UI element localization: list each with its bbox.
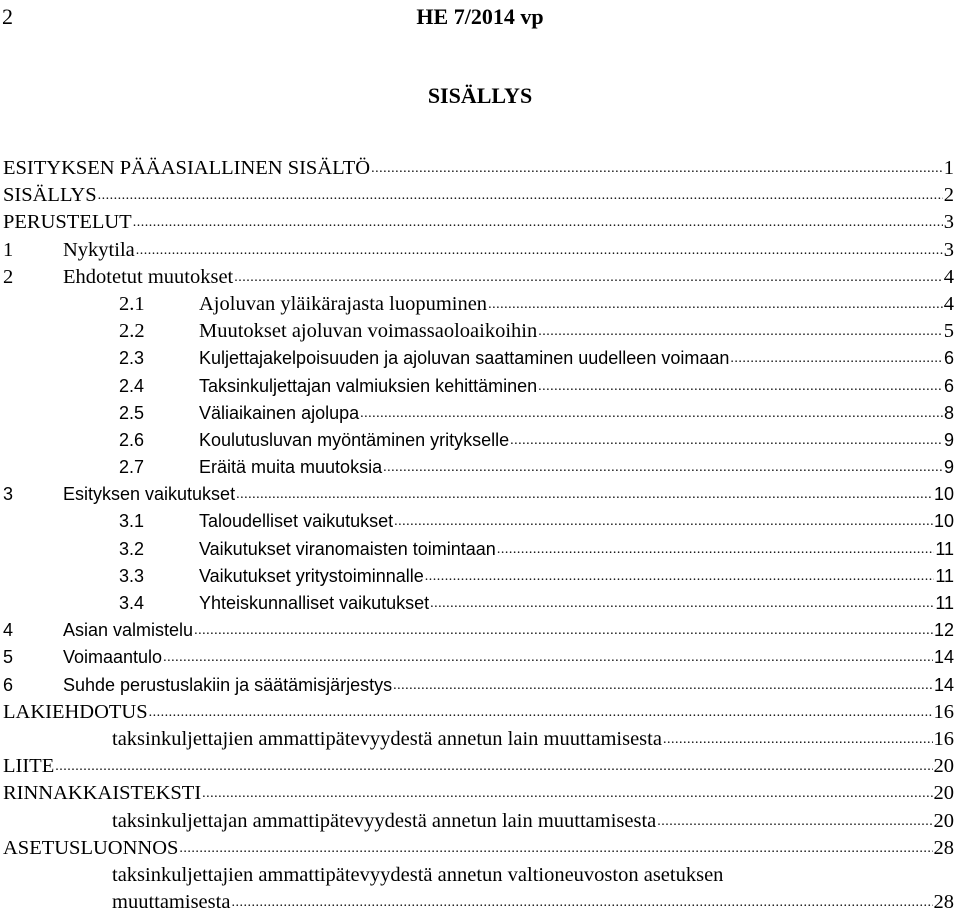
toc-entry-page: 3	[943, 238, 954, 261]
toc-entry-number: 6	[3, 674, 14, 695]
toc-entry-page: 10	[933, 511, 954, 532]
toc-entry-title: Voimaantulo	[63, 647, 163, 668]
toc-entry-title: Ehdotetut muutokset	[63, 265, 234, 288]
toc-entry[interactable]	[3, 617, 954, 644]
toc-entry-number: 5	[3, 647, 14, 668]
toc-entry-page: 16	[933, 700, 954, 723]
toc-entry[interactable]	[3, 835, 954, 862]
toc-entry-title: Muutokset ajoluvan voimassaoloaikoihin	[199, 320, 538, 343]
toc-entry[interactable]	[3, 889, 954, 916]
toc-entry-number: 3.3	[119, 565, 145, 586]
toc-entry-title: Ajoluvan yläikärajasta luopuminen	[199, 292, 488, 315]
document-id: HE 7/2014 vp	[416, 4, 544, 29]
toc-entry[interactable]	[3, 672, 954, 699]
toc-entry-page: 2	[943, 184, 954, 207]
page-number: 2	[2, 4, 13, 29]
toc-entry-page: 9	[943, 457, 954, 478]
toc-entry-number: 2.5	[119, 402, 145, 423]
toc-entry-page: 4	[943, 292, 954, 315]
toc-entry[interactable]	[3, 644, 954, 671]
toc-entry[interactable]	[3, 182, 954, 209]
toc-entry-number: 2.6	[119, 429, 145, 450]
toc-entry[interactable]	[3, 427, 954, 454]
toc-entry-title: taksinkuljettajan ammattipätevyydestä annetun lain muuttamisesta	[112, 809, 657, 832]
toc-entry[interactable]	[3, 862, 954, 889]
toc-entry-title: Eräitä muita muutoksia	[199, 457, 383, 478]
toc-entry[interactable]	[3, 590, 954, 617]
toc-entry-title: Väliaikainen ajolupa	[199, 402, 360, 423]
toc-entry-title: taksinkuljettajien ammattipätevyydestä annetun lain muuttamisesta	[112, 727, 662, 750]
toc-dot-leader	[230, 889, 932, 916]
toc-entry-page: 20	[933, 809, 954, 832]
toc-entry-page: 20	[933, 755, 954, 778]
toc-dot-leader	[148, 699, 933, 726]
toc-entry-page: 14	[933, 674, 954, 695]
toc-entry-number: 4	[3, 620, 14, 641]
toc-entry-title: Yhteiskunnalliset vaikutukset	[199, 593, 430, 613]
table-of-contents	[3, 155, 954, 916]
toc-entry-page: 28	[933, 891, 954, 914]
toc-entry-page: 1	[943, 157, 954, 179]
toc-entry-page: 11	[935, 538, 954, 559]
toc-entry[interactable]	[3, 237, 954, 264]
toc-entry[interactable]	[3, 726, 954, 753]
toc-dot-leader	[393, 508, 933, 535]
toc-entry[interactable]	[3, 536, 954, 563]
toc-entry-number: 3	[3, 484, 14, 505]
toc-entry-number: 2.3	[119, 348, 145, 369]
toc-entry-page: 8	[943, 402, 954, 423]
toc-dot-leader	[162, 644, 933, 671]
toc-entry-title: LAKIEHDOTUS	[3, 700, 148, 723]
toc-entry[interactable]	[3, 291, 954, 318]
toc-entry-page: 11	[935, 565, 954, 586]
toc-entry[interactable]	[3, 454, 954, 481]
toc-dot-leader	[537, 373, 943, 400]
toc-entry[interactable]	[3, 563, 954, 590]
toc-dot-leader	[509, 427, 943, 454]
toc-entry-title: Taksinkuljettajan valmiuksien kehittäminen	[199, 375, 538, 396]
toc-entry[interactable]	[3, 400, 954, 427]
toc-entry-number: 2	[3, 265, 14, 288]
toc-dot-leader	[97, 182, 943, 209]
toc-entry-page: 28	[933, 836, 954, 859]
toc-dot-leader	[135, 237, 943, 264]
toc-entry-page: 11	[935, 593, 954, 613]
toc-dot-leader	[233, 264, 943, 291]
toc-dot-leader	[392, 672, 933, 699]
toc-entry-number: 3.1	[119, 511, 145, 532]
toc-entry-page: 5	[943, 320, 954, 343]
toc-dot-leader	[656, 808, 932, 835]
toc-entry-page: 14	[933, 647, 954, 668]
toc-entry-number: 2.7	[119, 457, 145, 478]
toc-entry[interactable]	[3, 699, 954, 726]
toc-entry-page: 20	[933, 782, 954, 805]
toc-dot-leader	[201, 780, 932, 807]
toc-entry-number: 2.4	[119, 375, 145, 396]
toc-entry-title: Suhde perustuslakiin ja säätämisjärjestys	[63, 674, 393, 695]
toc-entry-number: 3.2	[119, 538, 145, 559]
toc-entry-page: 16	[933, 727, 954, 750]
toc-entry-page: 4	[943, 265, 954, 288]
toc-entry[interactable]	[3, 155, 954, 182]
toc-entry-title: ESITYKSEN PÄÄASIALLINEN SISÄLTÖ	[3, 157, 371, 179]
toc-entry[interactable]	[3, 753, 954, 780]
toc-entry[interactable]	[3, 780, 954, 807]
toc-entry-title: ASETUSLUONNOS	[3, 836, 179, 859]
toc-entry[interactable]	[3, 808, 954, 835]
toc-dot-leader	[729, 345, 943, 372]
toc-dot-leader	[235, 481, 933, 508]
toc-dot-leader	[424, 563, 935, 590]
toc-entry[interactable]	[3, 264, 954, 291]
toc-dot-leader	[429, 590, 934, 617]
toc-entry-title: Vaikutukset viranomaisten toimintaan	[199, 538, 496, 559]
toc-dot-leader	[359, 400, 943, 427]
toc-entry-title: taksinkuljettajien ammattipätevyydestä annetun valtioneuvoston asetuksen	[112, 863, 724, 886]
toc-title: SISÄLLYS	[427, 83, 533, 108]
toc-dot-leader	[193, 617, 933, 644]
toc-entry[interactable]	[3, 373, 954, 400]
toc-entry-page: 9	[943, 429, 954, 450]
toc-entry-title: Nykytila	[63, 238, 135, 261]
toc-entry-title: PERUSTELUT	[3, 211, 132, 234]
toc-entry-number: 2.1	[119, 292, 145, 315]
toc-entry-title: Taloudelliset vaikutukset	[199, 511, 394, 532]
toc-entry-title: SISÄLLYS	[3, 184, 97, 207]
toc-entry-number: 3.4	[119, 593, 145, 613]
toc-entry-page: 12	[933, 620, 954, 641]
toc-entry-title: Koulutusluvan myöntäminen yritykselle	[199, 429, 510, 450]
toc-entry-title: Kuljettajakelpoisuuden ja ajoluvan saattaminen uudelleen voimaan	[199, 348, 730, 369]
toc-dot-leader	[54, 753, 932, 780]
toc-entry-title: Vaikutukset yritystoiminnalle	[199, 565, 424, 586]
toc-entry[interactable]	[3, 209, 954, 236]
toc-dot-leader	[370, 155, 943, 182]
toc-entry-title: muuttamisesta	[112, 891, 231, 914]
toc-dot-leader	[132, 209, 943, 236]
toc-entry-title: Esityksen vaikutukset	[63, 484, 236, 505]
toc-entry[interactable]	[3, 481, 954, 508]
toc-dot-leader	[178, 835, 932, 862]
toc-entry-number: 2.2	[119, 320, 145, 343]
toc-entry[interactable]	[3, 318, 954, 345]
toc-entry[interactable]	[3, 345, 954, 372]
toc-dot-leader	[496, 536, 934, 563]
toc-entry-title: LIITE	[3, 755, 55, 778]
toc-entry-title: RINNAKKAISTEKSTI	[3, 782, 202, 805]
toc-entry[interactable]	[3, 508, 954, 535]
toc-dot-leader	[537, 318, 943, 345]
toc-dot-leader	[382, 454, 943, 481]
toc-entry-page: 6	[943, 348, 954, 369]
toc-dot-leader	[662, 726, 933, 753]
toc-entry-number: 1	[3, 238, 14, 261]
toc-entry-page: 6	[943, 375, 954, 396]
toc-entry-title: Asian valmistelu	[63, 620, 194, 641]
toc-entry-page: 10	[933, 484, 954, 505]
toc-dot-leader	[487, 291, 943, 318]
toc-entry-page: 3	[943, 211, 954, 234]
